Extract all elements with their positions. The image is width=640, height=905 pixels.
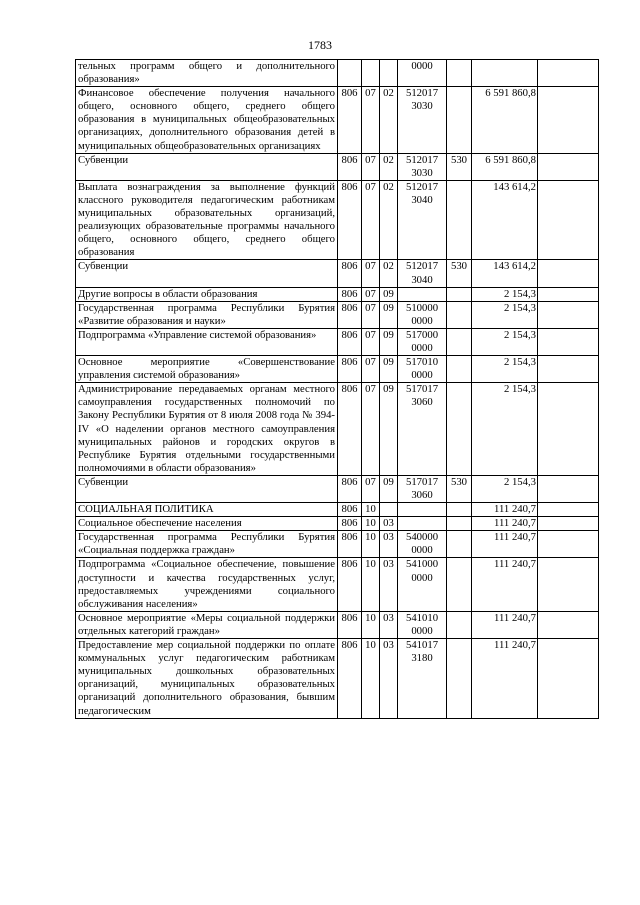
empty-cell bbox=[538, 60, 599, 87]
target-article-cell bbox=[398, 611, 447, 638]
target-article-part1: 517017 bbox=[405, 383, 439, 396]
empty-cell bbox=[538, 328, 599, 355]
target-article-part2: 3030 bbox=[411, 100, 433, 113]
row-name-cell: Субвенции bbox=[76, 260, 338, 287]
target-article-part2: 0000 bbox=[411, 60, 433, 72]
empty-cell bbox=[538, 287, 599, 301]
empty-cell bbox=[538, 639, 599, 719]
ministry-code-cell: 806 bbox=[338, 328, 362, 355]
target-article-part1: 541010 bbox=[405, 611, 439, 624]
budget-table bbox=[75, 59, 599, 719]
target-article-cell bbox=[398, 301, 447, 328]
target-article-cell bbox=[398, 475, 447, 502]
ministry-code-cell: 806 bbox=[338, 180, 362, 260]
ministry-code-cell: 806 bbox=[338, 558, 362, 611]
subsection-code-cell: 09 bbox=[380, 301, 398, 328]
row-name-cell: Выплата вознаграждения за выполнение функций классного руководителя педагогическим работникам муниципальных образовательных организаций, реализующих образовательные программы начального общего, основного общего, среднего общего образования bbox=[76, 180, 338, 260]
amount-cell: 111 240,7 bbox=[472, 503, 538, 517]
subsection-code-cell bbox=[380, 60, 398, 87]
target-article-part1: 510000 bbox=[405, 301, 439, 314]
target-article-cell bbox=[398, 60, 447, 87]
ministry-code-cell: 806 bbox=[338, 260, 362, 287]
amount-cell: 2 154,3 bbox=[472, 287, 538, 301]
row-name-cell: Подпрограмма «Управление системой образования» bbox=[76, 328, 338, 355]
target-article-cell bbox=[398, 287, 447, 301]
table-row bbox=[76, 531, 599, 558]
table-row bbox=[76, 287, 599, 301]
target-article-part2: 3060 bbox=[411, 396, 433, 409]
table-row bbox=[76, 60, 599, 87]
target-article-cell bbox=[398, 558, 447, 611]
subsection-code-cell: 03 bbox=[380, 558, 398, 611]
table-row bbox=[76, 356, 599, 383]
subsection-code-cell: 02 bbox=[380, 180, 398, 260]
amount-cell: 2 154,3 bbox=[472, 475, 538, 502]
amount-cell: 111 240,7 bbox=[472, 531, 538, 558]
row-name-cell: Социальное обеспечение населения bbox=[76, 517, 338, 531]
ministry-code-cell bbox=[338, 60, 362, 87]
section-code-cell: 10 bbox=[362, 503, 380, 517]
amount-cell: 111 240,7 bbox=[472, 517, 538, 531]
ministry-code-cell: 806 bbox=[338, 301, 362, 328]
expense-type-cell bbox=[447, 60, 472, 87]
target-article-cell bbox=[398, 639, 447, 719]
table-row bbox=[76, 475, 599, 502]
row-name-cell: Государственная программа Республики Бурятия «Развитие образования и науки» bbox=[76, 301, 338, 328]
table-row bbox=[76, 639, 599, 719]
ministry-code-cell: 806 bbox=[338, 475, 362, 502]
empty-cell bbox=[538, 301, 599, 328]
empty-cell bbox=[538, 611, 599, 638]
table-row bbox=[76, 87, 599, 153]
section-code-cell: 10 bbox=[362, 639, 380, 719]
subsection-code-cell: 03 bbox=[380, 517, 398, 531]
subsection-code-cell: 03 bbox=[380, 531, 398, 558]
target-article-part2: 3040 bbox=[411, 193, 433, 206]
ministry-code-cell: 806 bbox=[338, 531, 362, 558]
target-article-part1: 512017 bbox=[405, 180, 439, 193]
target-article-cell bbox=[398, 531, 447, 558]
target-article-cell bbox=[398, 87, 447, 153]
target-article-part2: 0000 bbox=[411, 624, 433, 637]
section-code-cell: 07 bbox=[362, 301, 380, 328]
target-article-part2: 0000 bbox=[411, 314, 433, 327]
table-row bbox=[76, 328, 599, 355]
subsection-code-cell: 09 bbox=[380, 475, 398, 502]
target-article-cell bbox=[398, 328, 447, 355]
ministry-code-cell: 806 bbox=[338, 153, 362, 180]
amount-cell: 111 240,7 bbox=[472, 558, 538, 611]
section-code-cell: 07 bbox=[362, 260, 380, 287]
row-name-cell: СОЦИАЛЬНАЯ ПОЛИТИКА bbox=[76, 503, 338, 517]
target-article-part2: 3180 bbox=[411, 652, 433, 665]
target-article-part2: 0000 bbox=[411, 369, 433, 382]
expense-type-cell bbox=[447, 180, 472, 260]
expense-type-cell bbox=[447, 611, 472, 638]
table-row bbox=[76, 260, 599, 287]
subsection-code-cell: 09 bbox=[380, 356, 398, 383]
target-article-cell bbox=[398, 260, 447, 287]
target-article-part1: 541000 bbox=[405, 558, 439, 571]
expense-type-cell: 530 bbox=[447, 153, 472, 180]
table-row bbox=[76, 301, 599, 328]
target-article-cell bbox=[398, 503, 447, 517]
section-code-cell: 07 bbox=[362, 87, 380, 153]
target-article-part1: 512017 bbox=[405, 260, 439, 273]
section-code-cell: 07 bbox=[362, 153, 380, 180]
subsection-code-cell: 02 bbox=[380, 260, 398, 287]
ministry-code-cell: 806 bbox=[338, 639, 362, 719]
section-code-cell: 07 bbox=[362, 383, 380, 476]
expense-type-cell bbox=[447, 383, 472, 476]
section-code-cell: 10 bbox=[362, 517, 380, 531]
expense-type-cell bbox=[447, 87, 472, 153]
section-code-cell: 10 bbox=[362, 531, 380, 558]
amount-cell: 6 591 860,8 bbox=[472, 87, 538, 153]
target-article-part2: 3040 bbox=[411, 273, 433, 286]
target-article-cell bbox=[398, 180, 447, 260]
expense-type-cell bbox=[447, 503, 472, 517]
target-article-part2: 0000 bbox=[411, 571, 433, 584]
table-row bbox=[76, 153, 599, 180]
subsection-code-cell: 03 bbox=[380, 611, 398, 638]
table-row bbox=[76, 383, 599, 476]
target-article-part2: 0000 bbox=[411, 341, 433, 354]
amount-cell: 111 240,7 bbox=[472, 611, 538, 638]
ministry-code-cell: 806 bbox=[338, 87, 362, 153]
table-row bbox=[76, 517, 599, 531]
table-row bbox=[76, 611, 599, 638]
section-code-cell: 07 bbox=[362, 475, 380, 502]
empty-cell bbox=[538, 517, 599, 531]
table-row bbox=[76, 180, 599, 260]
amount-cell: 111 240,7 bbox=[472, 639, 538, 719]
amount-cell bbox=[472, 60, 538, 87]
empty-cell bbox=[538, 153, 599, 180]
empty-cell bbox=[538, 180, 599, 260]
empty-cell bbox=[538, 531, 599, 558]
target-article-part2: 3060 bbox=[411, 489, 433, 501]
amount-cell: 143 614,2 bbox=[472, 260, 538, 287]
section-code-cell bbox=[362, 60, 380, 87]
row-name-cell: Субвенции bbox=[76, 475, 338, 502]
row-name-cell: Основное мероприятие «Меры социальной поддержки отдельных категорий граждан» bbox=[76, 611, 338, 638]
row-name-cell: Основное мероприятие «Совершенствование управления системой образования» bbox=[76, 356, 338, 383]
empty-cell bbox=[538, 260, 599, 287]
expense-type-cell bbox=[447, 531, 472, 558]
ministry-code-cell: 806 bbox=[338, 611, 362, 638]
subsection-code-cell bbox=[380, 503, 398, 517]
target-article-part1: 512017 bbox=[405, 87, 439, 100]
empty-cell bbox=[538, 558, 599, 611]
target-article-part1: 540000 bbox=[405, 531, 439, 544]
empty-cell bbox=[538, 383, 599, 476]
ministry-code-cell: 806 bbox=[338, 517, 362, 531]
subsection-code-cell: 02 bbox=[380, 153, 398, 180]
expense-type-cell bbox=[447, 356, 472, 383]
page-number: 1783 bbox=[308, 38, 332, 52]
amount-cell: 2 154,3 bbox=[472, 383, 538, 476]
expense-type-cell: 530 bbox=[447, 475, 472, 502]
empty-cell bbox=[538, 475, 599, 502]
target-article-part1: 517017 bbox=[405, 475, 439, 488]
empty-cell bbox=[538, 503, 599, 517]
target-article-cell bbox=[398, 356, 447, 383]
ministry-code-cell: 806 bbox=[338, 356, 362, 383]
expense-type-cell bbox=[447, 639, 472, 719]
target-article-part1: 517000 bbox=[405, 328, 439, 341]
expense-type-cell bbox=[447, 287, 472, 301]
section-code-cell: 07 bbox=[362, 328, 380, 355]
subsection-code-cell: 03 bbox=[380, 639, 398, 719]
empty-cell bbox=[538, 356, 599, 383]
row-name-cell: Субвенции bbox=[76, 153, 338, 180]
row-name-cell: тельных программ общего и дополнительного образования» bbox=[76, 60, 338, 87]
section-code-cell: 07 bbox=[362, 180, 380, 260]
ministry-code-cell: 806 bbox=[338, 503, 362, 517]
empty-cell bbox=[538, 87, 599, 153]
expense-type-cell bbox=[447, 517, 472, 531]
subsection-code-cell: 09 bbox=[380, 328, 398, 355]
table-row bbox=[76, 558, 599, 611]
row-name-cell: Государственная программа Республики Бурятия «Социальная поддержка граждан» bbox=[76, 531, 338, 558]
amount-cell: 2 154,3 bbox=[472, 301, 538, 328]
target-article-part1: 512017 bbox=[405, 153, 439, 166]
section-code-cell: 07 bbox=[362, 287, 380, 301]
section-code-cell: 07 bbox=[362, 356, 380, 383]
target-article-cell bbox=[398, 383, 447, 476]
target-article-part1: 517010 bbox=[405, 356, 439, 369]
expense-type-cell bbox=[447, 558, 472, 611]
expense-type-cell bbox=[447, 301, 472, 328]
expense-type-cell bbox=[447, 328, 472, 355]
expense-type-cell: 530 bbox=[447, 260, 472, 287]
target-article-part1: 541017 bbox=[405, 639, 439, 652]
subsection-code-cell: 02 bbox=[380, 87, 398, 153]
target-article-part2: 0000 bbox=[411, 544, 433, 557]
subsection-code-cell: 09 bbox=[380, 383, 398, 476]
section-code-cell: 10 bbox=[362, 558, 380, 611]
target-article-cell bbox=[398, 153, 447, 180]
row-name-cell: Финансовое обеспечение получения начального общего, основного общего, среднего общего образования в муниципальных общеобразовательных организациях, дополнительного образования детей в муниципальных общеобразовательных организациях bbox=[76, 87, 338, 153]
row-name-cell: Предоставление мер социальной поддержки по оплате коммунальных услуг педагогическим работникам муниципальных дошкольных образовательных организаций, муниципальных образовательных организаций дополнительного образования, бывшим педагогическим bbox=[76, 639, 338, 719]
section-code-cell: 10 bbox=[362, 611, 380, 638]
amount-cell: 2 154,3 bbox=[472, 356, 538, 383]
target-article-cell bbox=[398, 517, 447, 531]
row-name-cell: Другие вопросы в области образования bbox=[76, 287, 338, 301]
ministry-code-cell: 806 bbox=[338, 383, 362, 476]
amount-cell: 2 154,3 bbox=[472, 328, 538, 355]
ministry-code-cell: 806 bbox=[338, 287, 362, 301]
target-article-part2: 3030 bbox=[411, 166, 433, 179]
subsection-code-cell: 09 bbox=[380, 287, 398, 301]
amount-cell: 143 614,2 bbox=[472, 180, 538, 260]
row-name-cell: Подпрограмма «Социальное обеспечение, повышение доступности и качества государственных услуг, предоставляемых учреждениями социального обслуживания населения» bbox=[76, 558, 338, 611]
table-row bbox=[76, 503, 599, 517]
row-name-cell: Администрирование передаваемых органам местного самоуправления государственных полномочий по Закону Республики Бурятия от 8 июля 2008 года № 394-IV «О наделении органов местного самоуправления муниципальных районов и городских округов в Республике Бурятия отдельными государственными полномочиями в области образования» bbox=[76, 383, 338, 476]
amount-cell: 6 591 860,8 bbox=[472, 153, 538, 180]
